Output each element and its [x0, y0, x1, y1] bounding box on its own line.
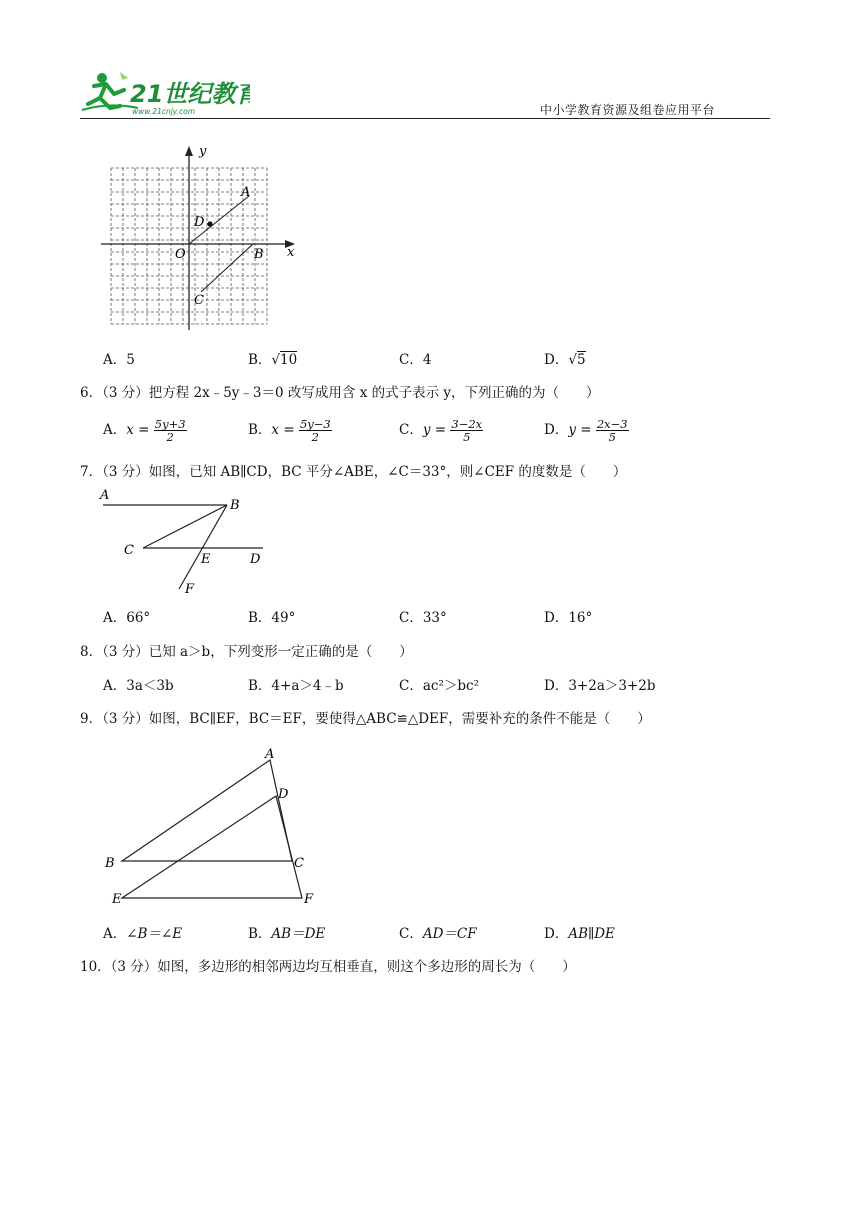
- fraction-denominator: 5: [463, 430, 471, 444]
- q7-option-c[interactable]: [399, 609, 447, 627]
- q9-option-b[interactable]: [248, 925, 325, 943]
- logo-graphic: [80, 68, 250, 118]
- option-text: ∠B＝∠E: [126, 926, 183, 942]
- option-letter: B．: [248, 422, 272, 438]
- q5-point-D: [207, 221, 212, 226]
- option-text: 5: [126, 352, 135, 368]
- q5-label-D: D: [194, 215, 205, 230]
- q8-option-b[interactable]: [248, 677, 344, 695]
- fraction-denominator: 2: [166, 430, 174, 444]
- q9-label-C: C: [294, 856, 304, 871]
- option-lhs: y =: [568, 422, 592, 438]
- q9-option-a[interactable]: [103, 925, 182, 943]
- option-text: 49°: [271, 610, 296, 626]
- q8-option-d[interactable]: [544, 677, 656, 695]
- option-letter: C．: [399, 352, 423, 368]
- option-lhs: x =: [126, 422, 150, 438]
- q5-label-A: A: [241, 185, 251, 200]
- q5-label-O: O: [175, 247, 186, 262]
- option-lhs: x =: [271, 422, 295, 438]
- platform-title: 中小学教育资源及组卷应用平台: [540, 103, 716, 117]
- option-letter: A．: [103, 422, 127, 438]
- q5-label-y: y: [199, 144, 207, 159]
- option-text: 33°: [422, 610, 447, 626]
- q6-option-a[interactable]: [103, 418, 187, 443]
- fraction-numerator: 5y+3: [154, 417, 186, 431]
- option-letter: C．: [399, 422, 423, 438]
- fraction-denominator: 5: [608, 430, 616, 444]
- fraction-numerator: 5y−3: [299, 417, 331, 431]
- q6-stem: 6．（3 分）把方程 2x﹣5y﹣3＝0 改写成用含 x 的式子表示 y，下列正确的为（ ）: [80, 385, 600, 401]
- option-letter: D．: [544, 926, 569, 942]
- site-logo: [80, 68, 250, 118]
- q10-stem: 10．（3 分）如图，多边形的相邻两边均互相垂直，则这个多边形的周长为（ ）: [80, 959, 576, 975]
- q5-label-B: B: [254, 247, 264, 262]
- logo-runner-head: [97, 73, 107, 83]
- option-letter: A．: [103, 678, 127, 694]
- option-letter: D．: [544, 678, 569, 694]
- q7-option-b[interactable]: [248, 609, 295, 627]
- q8-option-c[interactable]: [399, 677, 479, 695]
- q7-stem: 7．（3 分）如图，已知 AB∥CD，BC 平分∠ABE，∠C＝33°，则∠CEF 的度数是（ ）: [80, 464, 627, 480]
- q5-label-x: x: [287, 245, 295, 260]
- logo-flag: [120, 72, 128, 80]
- option-letter: A．: [103, 352, 127, 368]
- option-text: 4+a＞4﹣b: [271, 678, 344, 694]
- logo-url: www.21cnjy.com: [132, 107, 196, 116]
- sqrt-symbol: √: [568, 352, 577, 368]
- q9-stem: 9．（3 分）如图，BC∥EF，BC＝EF，要使得△ABC≌△DEF，需要补充的条件不能是（ ）: [80, 711, 651, 727]
- q9-label-E: E: [112, 892, 122, 907]
- q5-option-c[interactable]: [399, 351, 431, 369]
- q5-option-a[interactable]: [103, 351, 135, 369]
- option-text: AB∥DE: [568, 926, 615, 942]
- logo-text: 21世纪教育: [130, 80, 250, 108]
- q7-label-D: D: [250, 552, 261, 567]
- option-text: AB＝DE: [271, 926, 326, 942]
- fraction-numerator: 3−2x: [451, 417, 483, 431]
- option-letter: B．: [248, 926, 272, 942]
- fraction: [596, 418, 629, 443]
- q7-label-B: B: [230, 498, 240, 513]
- q9-triangles-figure: [95, 740, 330, 910]
- option-text: 3a＜3b: [126, 678, 174, 694]
- q8-stem: 8．（3 分）已知 a＞b，下列变形一定正确的是（ ）: [80, 644, 413, 660]
- option-letter: C．: [399, 610, 423, 626]
- q5-y-arrow: [185, 146, 193, 156]
- option-letter: A．: [103, 610, 127, 626]
- fraction: [299, 418, 332, 443]
- q5-segment-CB: [201, 244, 253, 292]
- q9-label-A: A: [265, 747, 275, 762]
- q5-coordinate-figure: [95, 140, 305, 335]
- q9-option-c[interactable]: [399, 925, 477, 943]
- option-text: 66°: [126, 610, 151, 626]
- option-letter: C．: [399, 926, 423, 942]
- q9-triangle-DEF: [122, 796, 302, 898]
- q7-label-F: F: [185, 582, 195, 597]
- fraction-denominator: 2: [311, 430, 319, 444]
- option-text: AD＝CF: [422, 926, 477, 942]
- logo-runner-body: [88, 84, 124, 108]
- q7-label-A: A: [100, 488, 110, 503]
- option-letter: B．: [248, 678, 272, 694]
- option-letter: B．: [248, 610, 272, 626]
- fraction: [154, 418, 187, 443]
- q7-label-E: E: [201, 552, 211, 567]
- option-letter: D．: [544, 610, 569, 626]
- q7-option-d[interactable]: [544, 609, 592, 627]
- header-divider: [80, 118, 770, 119]
- q7-label-C: C: [124, 543, 134, 558]
- option-letter: C．: [399, 678, 423, 694]
- sqrt-symbol: √: [271, 352, 281, 368]
- q6-option-b[interactable]: [248, 418, 332, 443]
- option-radicand: 5: [576, 352, 586, 368]
- option-text: 16°: [568, 610, 593, 626]
- q5-option-b[interactable]: [248, 351, 297, 369]
- option-text: ac²＞bc²: [422, 678, 479, 694]
- option-letter: D．: [544, 352, 569, 368]
- q6-option-d[interactable]: [544, 418, 629, 443]
- fraction: [450, 418, 483, 443]
- option-radicand: 10: [280, 352, 298, 368]
- option-text: 4: [422, 352, 432, 368]
- q9-triangle-ABC: [122, 760, 292, 861]
- option-letter: A．: [103, 926, 127, 942]
- q9-label-D: D: [278, 787, 289, 802]
- option-letter: D．: [544, 422, 569, 438]
- option-lhs: y =: [422, 422, 447, 438]
- option-text: 3+2a＞3+2b: [568, 678, 656, 694]
- q5-option-d[interactable]: [544, 351, 586, 369]
- q7-option-a[interactable]: [103, 609, 150, 627]
- q9-label-F: F: [304, 892, 314, 907]
- q7-parallel-lines-figure: [95, 485, 275, 600]
- q6-option-c[interactable]: [399, 418, 483, 443]
- fraction-numerator: 2x−3: [596, 417, 628, 431]
- q8-option-a[interactable]: [103, 677, 174, 695]
- q5-label-C: C: [194, 293, 204, 308]
- q9-label-B: B: [105, 856, 115, 871]
- q9-option-d[interactable]: [544, 925, 615, 943]
- option-letter: B．: [248, 352, 272, 368]
